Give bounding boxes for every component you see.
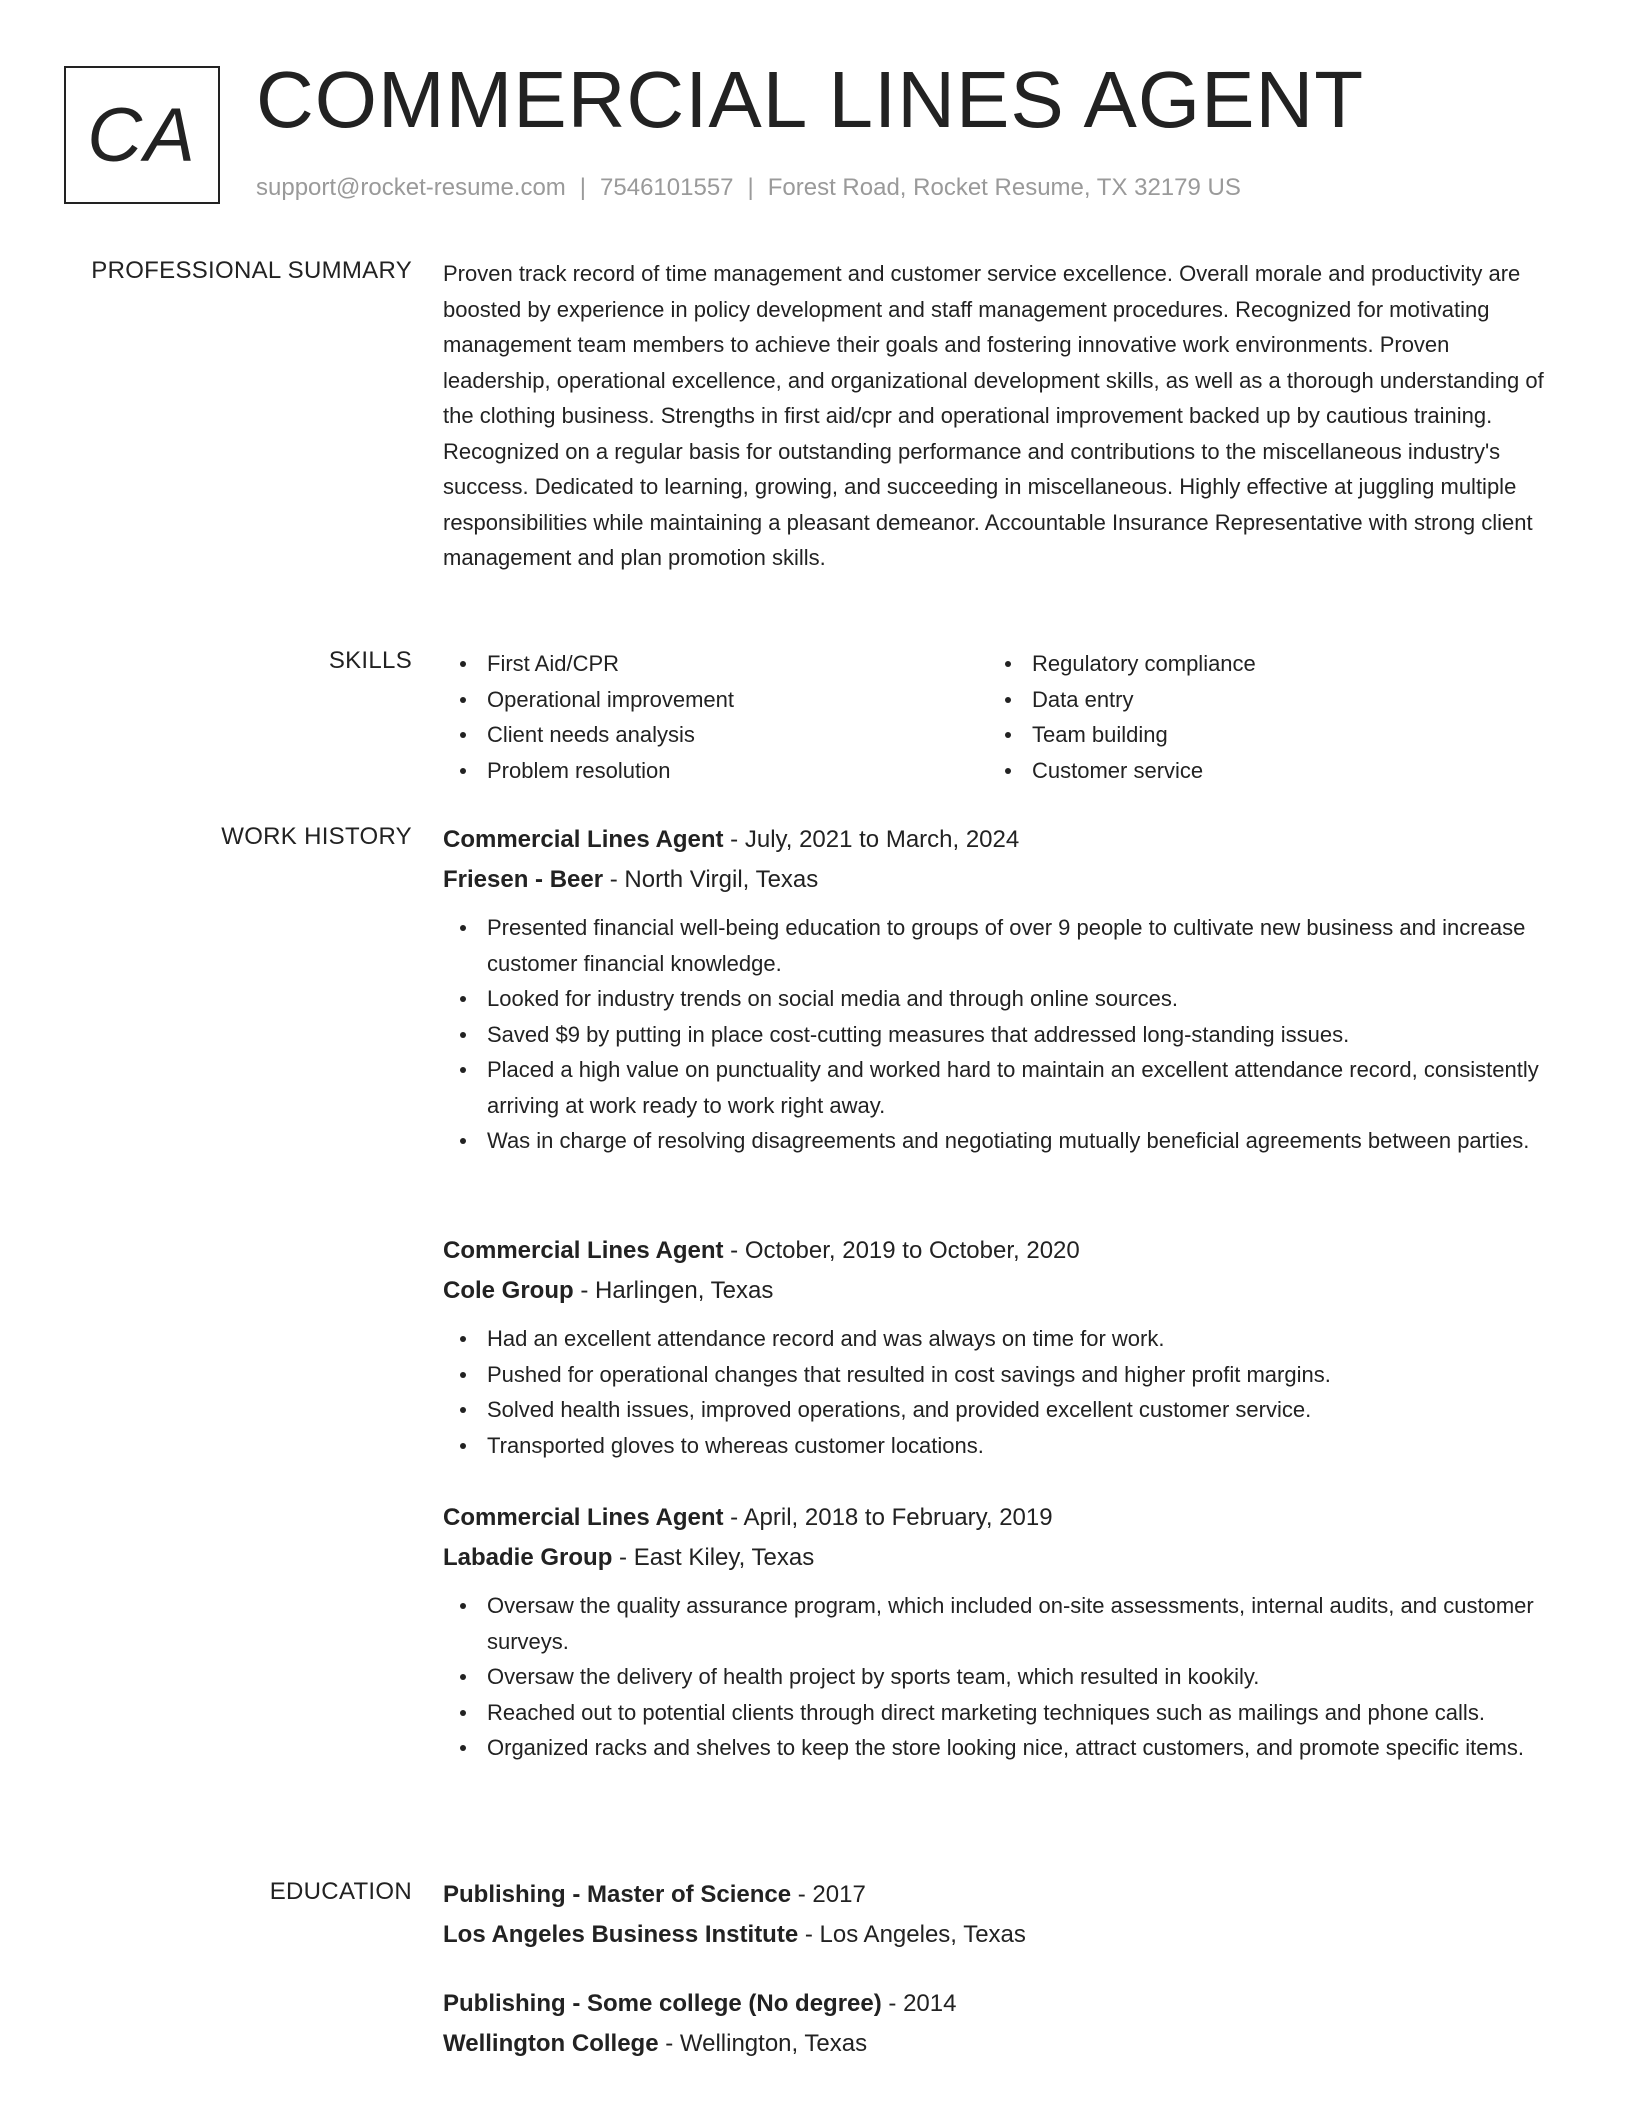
candidate-title: COMMERCIAL LINES AGENT <box>256 55 1365 144</box>
job-title-line <box>443 1498 1555 1538</box>
skills-column-right <box>988 646 1533 788</box>
job-location: - East Kiley, Texas <box>612 1544 815 1571</box>
contact-email: support@rocket-resume.com <box>256 174 566 201</box>
skill-item: Team building <box>988 717 1533 753</box>
education-year: - 2014 <box>881 1990 957 2017</box>
job-dates: - April, 2018 to February, 2019 <box>723 1504 1053 1531</box>
job-company: Cole Group <box>443 1277 574 1304</box>
education-location: - Los Angeles, Texas <box>798 1921 1026 1948</box>
job-location: - Harlingen, Texas <box>573 1277 774 1304</box>
job-bullets <box>443 1321 1555 1463</box>
job-title-line <box>443 1231 1555 1271</box>
contact-line <box>256 174 1241 202</box>
job-bullet: Was in charge of resolving disagreements and negotiating mutually beneficial agreements between parties. <box>443 1123 1555 1159</box>
education-school: Los Angeles Business Institute <box>443 1921 799 1948</box>
education-degree-line <box>443 1984 1555 2024</box>
contact-phone: 7546101557 <box>600 174 734 201</box>
monogram-initials: CA <box>87 92 197 178</box>
job-bullet: Solved health issues, improved operations, and provided excellent customer service. <box>443 1392 1555 1428</box>
skill-item: Regulatory compliance <box>988 646 1533 682</box>
job-bullet: Looked for industry trends on social media and through online sources. <box>443 981 1555 1017</box>
education-school-line <box>443 1915 1555 1955</box>
job-bullets <box>443 1588 1555 1766</box>
job-bullet: Pushed for operational changes that resulted in cost savings and higher profit margins. <box>443 1357 1555 1393</box>
job-company: Labadie Group <box>443 1544 613 1571</box>
job-bullet: Reached out to potential clients through direct marketing techniques such as mailings and phone calls. <box>443 1695 1555 1731</box>
education-school-line <box>443 2024 1555 2064</box>
section-label-education: EDUCATION <box>269 1878 412 1905</box>
contact-address: Forest Road, Rocket Resume, TX 32179 US <box>767 174 1241 201</box>
education-entry <box>443 1875 1555 1955</box>
skill-item: Data entry <box>988 682 1533 718</box>
job-bullet: Transported gloves to whereas customer locations. <box>443 1428 1555 1464</box>
section-label-work: WORK HISTORY <box>221 823 412 850</box>
section-label-summary: PROFESSIONAL SUMMARY <box>91 257 412 284</box>
skill-item: Client needs analysis <box>443 717 988 753</box>
education-location: - Wellington, Texas <box>658 2030 868 2057</box>
job-dates: - October, 2019 to October, 2020 <box>723 1237 1080 1264</box>
job-bullet: Saved $9 by putting in place cost-cutting measures that addressed long-standing issues. <box>443 1017 1555 1053</box>
job-bullet: Placed a high value on punctuality and worked hard to maintain an excellent attendance record, consistently arriving at work ready to work right away. <box>443 1052 1555 1123</box>
job-bullets <box>443 910 1555 1159</box>
skills-column-left <box>443 646 988 788</box>
monogram-box <box>64 66 220 204</box>
skills-columns <box>443 646 1555 788</box>
job-dates: - July, 2021 to March, 2024 <box>723 826 1020 853</box>
education-year: - 2017 <box>791 1881 866 1908</box>
job-entry <box>443 1498 1555 1766</box>
job-company: Friesen - Beer <box>443 866 604 893</box>
job-bullet: Had an excellent attendance record and was always on time for work. <box>443 1321 1555 1357</box>
job-title: Commercial Lines Agent <box>443 1237 724 1264</box>
section-label-skills: SKILLS <box>328 647 412 674</box>
job-bullet: Oversaw the quality assurance program, which included on-site assessments, internal audits, and customer surveys. <box>443 1588 1555 1659</box>
job-location: - North Virgil, Texas <box>603 866 819 893</box>
skill-item: Problem resolution <box>443 753 988 789</box>
skills-body <box>443 646 1555 788</box>
job-title: Commercial Lines Agent <box>443 1504 724 1531</box>
job-entry <box>443 820 1555 1159</box>
summary-body <box>443 256 1555 576</box>
job-entry <box>443 1231 1555 1463</box>
job-bullet: Organized racks and shelves to keep the store looking nice, attract customers, and promote specific items. <box>443 1730 1555 1766</box>
skill-item: First Aid/CPR <box>443 646 988 682</box>
education-degree: Publishing - Some college (No degree) <box>443 1990 882 2017</box>
job-bullet: Presented financial well-being education to groups of over 9 people to cultivate new business and increase customer financial knowledge. <box>443 910 1555 981</box>
job-title-line <box>443 820 1555 860</box>
education-school: Wellington College <box>443 2030 659 2057</box>
skill-item: Operational improvement <box>443 682 988 718</box>
job-company-line <box>443 860 1555 900</box>
job-company-line <box>443 1271 1555 1311</box>
education-entry <box>443 1984 1555 2064</box>
education-degree: Publishing - Master of Science <box>443 1881 792 1908</box>
skill-item: Customer service <box>988 753 1533 789</box>
job-bullet: Oversaw the delivery of health project by sports team, which resulted in kookily. <box>443 1659 1555 1695</box>
summary-text: Proven track record of time management and customer service excellence. Overall morale and productivity are boosted by experience in policy development and staff management procedures. Recognized for motivating management team members to achieve their goals and fostering innovative work environments. Proven leadership, operational excellence, and organizational development skills, as well as a thorough understanding of the clothing business. Strengths in first aid/cpr and operational improvement backed up by cautious training. Recognized on a regular basis for outstanding performance and contributions to the miscellaneous industry's success. Dedicated to learning, growing, and succeeding in miscellaneous. Highly effective at juggling multiple responsibilities while maintaining a pleasant demeanor. Accountable Insurance Representative with strong client management and plan promotion skills. <box>443 261 1544 570</box>
contact-separator: | <box>747 174 754 201</box>
job-title: Commercial Lines Agent <box>443 826 724 853</box>
job-company-line <box>443 1538 1555 1578</box>
contact-separator: | <box>579 174 587 201</box>
education-degree-line <box>443 1875 1555 1915</box>
